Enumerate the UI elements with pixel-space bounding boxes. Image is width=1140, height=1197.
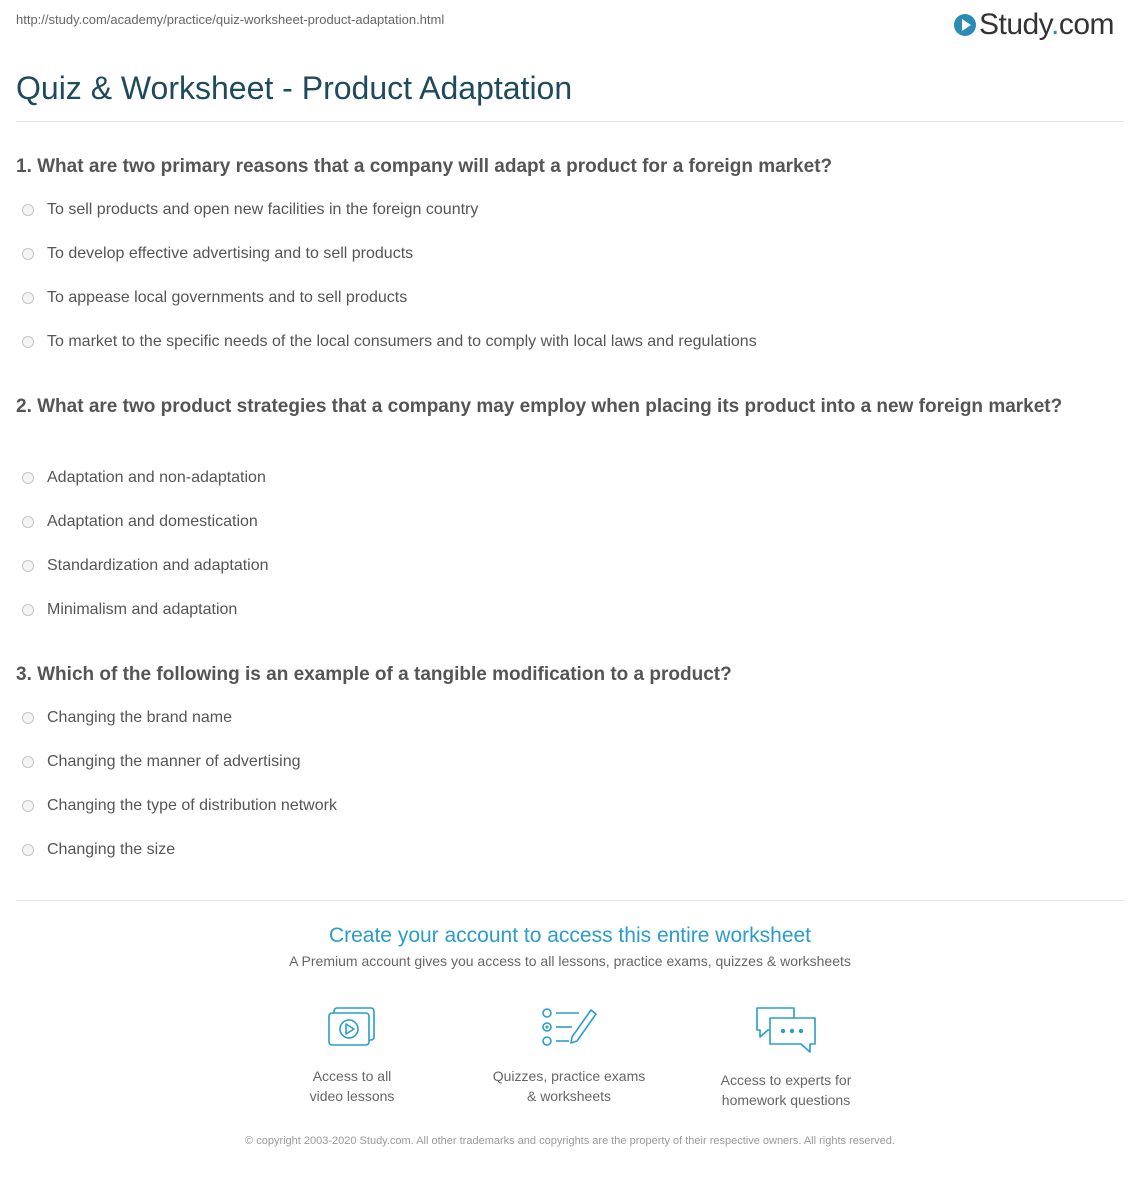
option-label: Minimalism and adaptation [47, 601, 238, 618]
page-title: Quiz & Worksheet - Product Adaptation [16, 70, 573, 106]
page-url: http://study.com/academy/practice/quiz-worksheet-product-adaptation.html [16, 12, 445, 27]
feature-video-lessons [252, 1004, 452, 1106]
question-3-option-4[interactable] [22, 839, 175, 861]
play-logo-icon [954, 14, 976, 36]
question-2-option-2[interactable] [22, 511, 258, 533]
radio-button[interactable] [22, 756, 34, 768]
option-label: Changing the type of distribution network [47, 797, 337, 814]
option-label: Changing the size [47, 841, 176, 858]
question-1-option-1[interactable] [22, 199, 478, 221]
radio-button[interactable] [22, 204, 34, 216]
feature-experts [686, 1004, 886, 1110]
question-3-option-2[interactable] [22, 751, 301, 773]
question-3-option-1[interactable] [22, 707, 232, 729]
option-label: To sell products and open new facilities in the foreign country [47, 201, 479, 218]
radio-button[interactable] [22, 336, 34, 348]
radio-button[interactable] [22, 844, 34, 856]
radio-button[interactable] [22, 712, 34, 724]
radio-button[interactable] [22, 472, 34, 484]
option-label: To market to the specific needs of the local consumers and to comply with local laws and regulations [47, 333, 757, 350]
radio-button[interactable] [22, 800, 34, 812]
radio-button[interactable] [22, 248, 34, 260]
option-label: Changing the brand name [47, 709, 233, 726]
question-3-option-3[interactable] [22, 795, 337, 817]
video-lessons-icon [324, 1004, 380, 1050]
feature-label: Access to experts for homework questions [720, 1072, 852, 1108]
radio-button[interactable] [22, 516, 34, 528]
question-3: 3. Which of the following is an example of a tangible modification to a product? [16, 664, 732, 685]
question-2-option-3[interactable] [22, 555, 269, 577]
feature-quizzes [469, 1004, 669, 1106]
title-divider [16, 121, 1124, 122]
cta-divider [16, 900, 1124, 901]
option-label: Changing the manner of advertising [47, 753, 301, 770]
option-label: To develop effective advertising and to sell products [47, 245, 414, 262]
premium-description: A Premium account gives you access to all lessons, practice exams, quizzes & worksheets [289, 953, 851, 969]
question-1: 1. What are two primary reasons that a company will adapt a product for a foreign market? [16, 156, 833, 177]
logo-text: Study.com [978, 8, 1114, 41]
radio-button[interactable] [22, 560, 34, 572]
option-label: Adaptation and domestication [47, 513, 258, 530]
radio-button[interactable] [22, 292, 34, 304]
create-account-link[interactable]: Create your account to access this entire worksheet [328, 924, 812, 947]
option-label: Standardization and adaptation [47, 557, 269, 574]
radio-button[interactable] [22, 604, 34, 616]
feature-label: Access to all video lessons [309, 1068, 395, 1104]
question-1-option-2[interactable] [22, 243, 413, 265]
study-logo[interactable] [954, 8, 1114, 42]
question-1-option-4[interactable] [22, 331, 757, 353]
question-2: 2. What are two product strategies that a company may employ when placing its product into a new foreign market? [16, 396, 1063, 417]
question-2-option-4[interactable] [22, 599, 237, 621]
option-label: Adaptation and non-adaptation [47, 469, 266, 486]
feature-label: Quizzes, practice exams & worksheets [492, 1068, 646, 1104]
quiz-checklist-icon [539, 1004, 599, 1050]
option-label: To appease local governments and to sell products [47, 289, 408, 306]
copyright-notice: © copyright 2003-2020 Study.com. All other trademarks and copyrights are the property of their respective owners. All rights reserved. [245, 1135, 895, 1147]
question-1-option-3[interactable] [22, 287, 407, 309]
top-bar [0, 0, 1140, 60]
chat-bubbles-icon [754, 1004, 818, 1054]
question-2-option-1[interactable] [22, 467, 266, 489]
